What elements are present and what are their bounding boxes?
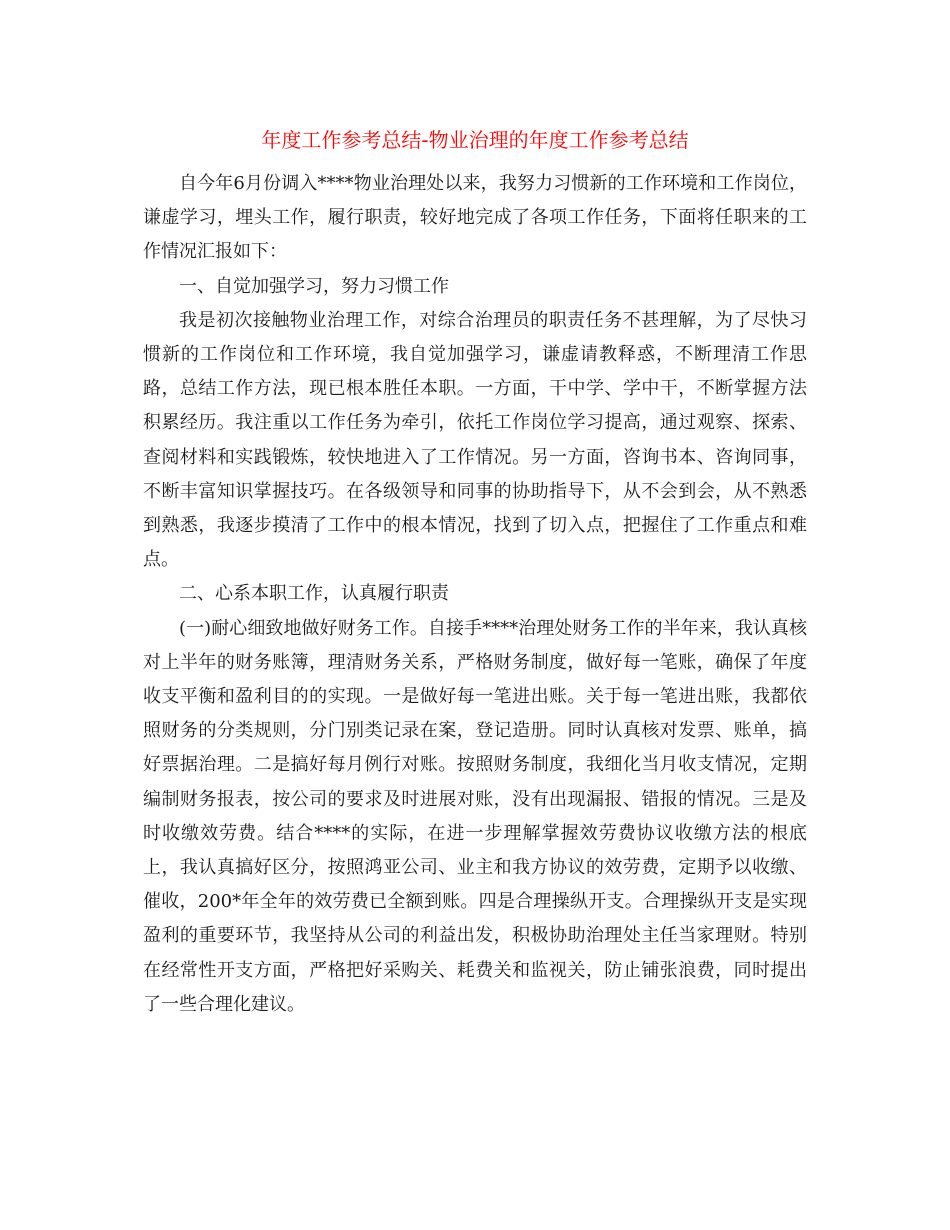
intro-paragraph: 自今年6月份调入****物业治理处以来，我努力习惯新的工作环境和工作岗位，谦虚学习，埋头工作，履行职责，较好地完成了各项工作任务，下面将任职来的工作情况汇报如下： xyxy=(143,173,807,263)
document-body xyxy=(143,167,807,1022)
document-title: 年度工作参考总结-物业治理的年度工作参考总结 xyxy=(261,128,689,152)
section-2-paragraph: (一)耐心细致地做好财务工作。自接手****治理处财务工作的半年来，我认真核对上半年的财务账簿，理清财务关系，严格财务制度，做好每一笔账，确保了年度收支平衡和盈利目的的实现。一是做好每一笔进出账。关于每一笔进出账，我都依照财务的分类规则，分门别类记录在案，登记造册。同时认真核对发票、账单，搞好票据治理。二是搞好每月例行对账。按照财务制度，我细化当月收支情况，定期编制财务报表，按公司的要求及时进展对账，没有出现漏报、错报的情况。三是及时收缴效劳费。结合****的实际，在进一步理解掌握效劳费协议收缴方法的根底上，我认真搞好区分，按照鸿亚公司、业主和我方协议的效劳费，定期予以收缴、催收，200*年全年的效劳费已全额到账。四是合理操纵开支。合理操纵开支是实现盈利的重要环节，我坚持从公司的利益出发，积极协助治理处主任当家理财。特别在经常性开支方面，严格把好采购关、耗费关和监视关，防止铺张浪费，同时提出了一些合理化建议。 xyxy=(143,617,807,1015)
section-1-paragraph: 我是初次接触物业治理工作，对综合治理员的职责任务不甚理解，为了尽快习惯新的工作岗位和工作环境，我自觉加强学习，谦虚请教释惑，不断理清工作思路，总结工作方法，现已根本胜任本职。一方面，干中学、学中干，不断掌握方法积累经历。我注重以工作任务为牵引，依托工作岗位学习提高，通过观察、探索、查阅材料和实践锻炼，较快地进入了工作情况。另一方面，咨询书本、咨询同事，不断丰富知识掌握技巧。在各级领导和同事的协助指导下，从不会到会，从不熟悉到熟悉，我逐步摸清了工作中的根本情况，找到了切入点，把握住了工作重点和难点。 xyxy=(143,309,807,571)
section-heading-1: 一、自觉加强学习，努力习惯工作 xyxy=(179,275,449,297)
section-heading-2: 二、心系本职工作，认真履行职责 xyxy=(179,583,449,605)
